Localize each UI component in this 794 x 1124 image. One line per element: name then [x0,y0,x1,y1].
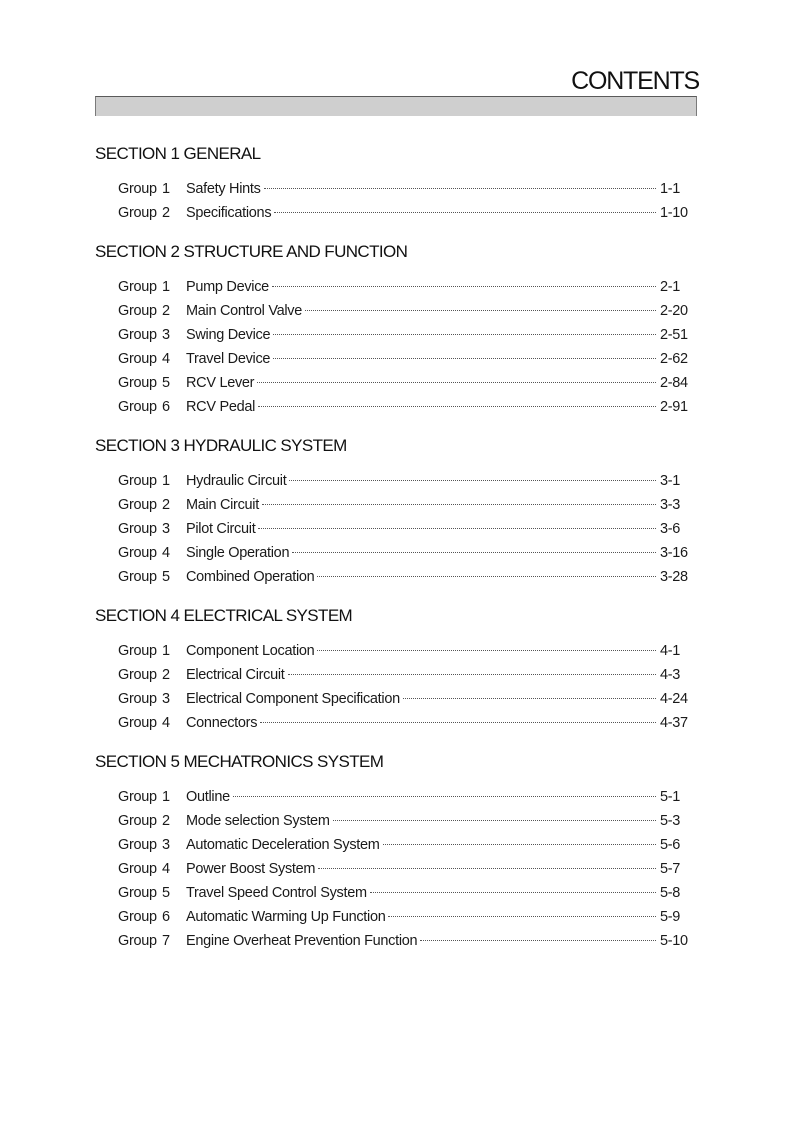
group-label: Group [118,885,157,901]
group-label: Group [118,205,157,221]
group-label: Group [118,837,157,853]
page-number: 3-28 [660,569,688,585]
toc-entry[interactable] [95,177,695,201]
page-number: 3-3 [660,497,681,513]
group-label: Group [118,497,157,513]
entry-title: RCV Pedal [186,399,256,415]
group-label: Group [118,521,157,537]
dot-leader [257,382,656,383]
toc-entry[interactable] [95,201,695,225]
table-of-contents [95,140,695,966]
dot-leader [292,552,656,553]
dot-leader [264,188,656,189]
section-heading[interactable]: SECTION 4 ELECTRICAL SYSTEM [95,606,353,625]
group-number: 2 [162,205,170,221]
dot-leader [370,892,656,893]
entry-title: Specifications [186,205,272,221]
toc-entry[interactable] [95,371,695,395]
dot-leader [420,940,656,941]
entry-title: Safety Hints [186,181,261,197]
page-number: 3-6 [660,521,681,537]
group-number: 1 [162,473,170,489]
toc-entry[interactable] [95,663,695,687]
group-number: 1 [162,789,170,805]
dot-leader [333,820,656,821]
group-number: 4 [162,861,170,877]
group-number: 4 [162,715,170,731]
dot-leader [317,650,656,651]
entry-title: Connectors [186,715,258,731]
dot-leader [258,528,656,529]
toc-entry[interactable] [95,493,695,517]
group-number: 3 [162,837,170,853]
section-heading[interactable]: SECTION 1 GENERAL [95,144,261,163]
group-number: 5 [162,569,170,585]
entry-title: Power Boost System [186,861,316,877]
entry-title: Pilot Circuit [186,521,256,537]
dot-leader [289,480,656,481]
page-number: 2-62 [660,351,688,367]
entry-title: Mode selection System [186,813,330,829]
page-number: 5-10 [660,933,688,949]
entry-title: Swing Device [186,327,271,343]
dot-leader [258,406,656,407]
toc-entry-list [95,785,695,953]
dot-leader [318,868,656,869]
toc-entry[interactable] [95,711,695,735]
toc-entry[interactable] [95,785,695,809]
toc-entry[interactable] [95,347,695,371]
page-number: 4-1 [660,643,681,659]
dot-leader [273,334,656,335]
group-label: Group [118,813,157,829]
entry-title: Combined Operation [186,569,315,585]
toc-entry[interactable] [95,881,695,905]
page-number: 2-1 [660,279,681,295]
group-number: 1 [162,279,170,295]
page-number: 5-9 [660,909,681,925]
toc-section [95,238,695,419]
entry-title: Pump Device [186,279,269,295]
entry-title: Engine Overheat Prevention Function [186,933,418,949]
title-bar [95,96,697,116]
group-label: Group [118,715,157,731]
entry-title: Travel Speed Control System [186,885,367,901]
group-label: Group [118,909,157,925]
group-number: 5 [162,885,170,901]
group-number: 1 [162,643,170,659]
group-label: Group [118,279,157,295]
group-number: 3 [162,691,170,707]
group-label: Group [118,181,157,197]
entry-title: Electrical Component Specification [186,691,400,707]
group-label: Group [118,327,157,343]
toc-entry[interactable] [95,517,695,541]
toc-section [95,432,695,589]
group-number: 2 [162,303,170,319]
group-number: 5 [162,375,170,391]
entry-title: Main Control Valve [186,303,303,319]
toc-entry[interactable] [95,395,695,419]
toc-entry[interactable] [95,469,695,493]
page-number: 2-20 [660,303,688,319]
group-number: 3 [162,327,170,343]
page-number: 2-91 [660,399,688,415]
dot-leader [305,310,656,311]
toc-section [95,140,695,225]
group-number: 1 [162,181,170,197]
toc-entry[interactable] [95,639,695,663]
dot-leader [383,844,656,845]
group-label: Group [118,399,157,415]
dot-leader [274,212,656,213]
toc-entry-list [95,177,695,225]
page-number: 5-3 [660,813,681,829]
toc-entry[interactable] [95,275,695,299]
dot-leader [272,286,656,287]
toc-section [95,602,695,735]
group-label: Group [118,789,157,805]
page-number: 5-6 [660,837,681,853]
group-label: Group [118,691,157,707]
entry-title: Automatic Warming Up Function [186,909,386,925]
group-label: Group [118,667,157,683]
page-number: 1-1 [660,181,681,197]
toc-section [95,748,695,953]
group-label: Group [118,569,157,585]
group-label: Group [118,861,157,877]
dot-leader [317,576,656,577]
group-number: 2 [162,667,170,683]
group-label: Group [118,545,157,561]
group-number: 2 [162,813,170,829]
toc-entry[interactable] [95,299,695,323]
entry-title: Single Operation [186,545,290,561]
toc-entry[interactable] [95,857,695,881]
toc-entry-list [95,275,695,419]
toc-entry-list [95,639,695,735]
page-number: 3-16 [660,545,688,561]
entry-title: Travel Device [186,351,271,367]
group-number: 4 [162,351,170,367]
page-number: 4-3 [660,667,681,683]
entry-title: Outline [186,789,230,805]
section-heading[interactable]: SECTION 5 MECHATRONICS SYSTEM [95,752,384,771]
entry-title: Electrical Circuit [186,667,285,683]
dot-leader [260,722,656,723]
entry-title: Component Location [186,643,315,659]
group-number: 7 [162,933,170,949]
dot-leader [273,358,656,359]
page-number: 5-8 [660,885,681,901]
dot-leader [288,674,656,675]
toc-entry[interactable] [95,687,695,711]
section-heading[interactable]: SECTION 3 HYDRAULIC SYSTEM [95,436,347,455]
page-number: 2-84 [660,375,688,391]
toc-entry[interactable] [95,905,695,929]
page-number: 5-7 [660,861,681,877]
toc-entry[interactable] [95,929,695,953]
toc-entry[interactable] [95,833,695,857]
dot-leader [388,916,656,917]
entry-title: Automatic Deceleration System [186,837,380,853]
section-heading[interactable]: SECTION 2 STRUCTURE AND FUNCTION [95,242,408,261]
toc-entry-list [95,469,695,589]
page-number: 3-1 [660,473,681,489]
group-label: Group [118,375,157,391]
page-number: 5-1 [660,789,681,805]
group-number: 4 [162,545,170,561]
page-number: 4-37 [660,715,688,731]
page-number: 4-24 [660,691,688,707]
dot-leader [403,698,656,699]
toc-entry[interactable] [95,323,695,347]
group-label: Group [118,933,157,949]
group-number: 6 [162,909,170,925]
page-title: CONTENTS [571,67,699,95]
toc-entry[interactable] [95,809,695,833]
page-number: 1-10 [660,205,688,221]
group-label: Group [118,643,157,659]
group-number: 6 [162,399,170,415]
entry-title: RCV Lever [186,375,255,391]
dot-leader [262,504,656,505]
dot-leader [233,796,656,797]
toc-entry[interactable] [95,541,695,565]
group-number: 2 [162,497,170,513]
group-label: Group [118,303,157,319]
group-label: Group [118,351,157,367]
entry-title: Hydraulic Circuit [186,473,287,489]
toc-entry[interactable] [95,565,695,589]
entry-title: Main Circuit [186,497,259,513]
group-label: Group [118,473,157,489]
page-number: 2-51 [660,327,688,343]
group-number: 3 [162,521,170,537]
